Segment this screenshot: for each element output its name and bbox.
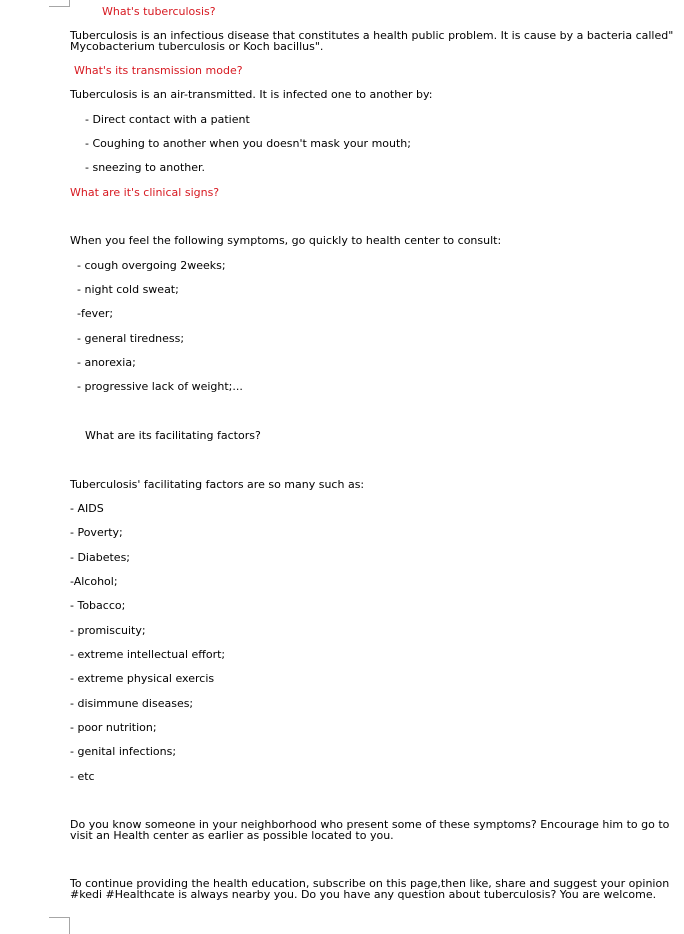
heading-clinical-signs: What are it's clinical signs? (70, 186, 220, 199)
paragraph-definition: Tuberculosis is an infectious disease that constitutes a health public problem. It is cause by a bacteria called" Mycobacterium tuberculosis or Koch bacillus". (70, 29, 674, 53)
transmission-item: - sneezing to another. (85, 161, 206, 174)
symptom-item: - anorexia; (77, 356, 136, 369)
transmission-item: - Coughing to another when you doesn't mask your mouth; (85, 137, 411, 150)
heading-facilitating-factors: What are its facilitating factors? (85, 429, 261, 442)
transmission-item: - Direct contact with a patient (85, 113, 250, 126)
factor-item: -Alcohol; (70, 575, 118, 588)
factor-item: - Tobacco; (70, 599, 126, 612)
crop-mark-top-left (49, 0, 70, 7)
crop-mark-bottom-left (49, 917, 70, 934)
symptom-item: -fever; (77, 307, 114, 320)
factor-item: - genital infections; (70, 745, 177, 758)
paragraph-symptoms: When you feel the following symptoms, go quickly to health center to consult: (70, 234, 502, 247)
factor-item: - AIDS (70, 502, 104, 515)
factor-item: - poor nutrition; (70, 721, 157, 734)
factor-item: - extreme intellectual effort; (70, 648, 226, 661)
paragraph-factors: Tuberculosis' facilitating factors are so many such as: (70, 478, 365, 491)
paragraph-subscribe: To continue providing the health education, subscribe on this page,then like, share and suggest your opinion #kedi #Healthcate is always nearby you. Do you have any question about tuberculosis? You are welcome. (70, 877, 670, 901)
paragraph-encourage: Do you know someone in your neighborhood who present some of these symptoms? Encourage him to go to visit an Health center as earlier as possible located to you. (70, 818, 670, 842)
heading-transmission-mode: What's its transmission mode? (74, 64, 243, 77)
symptom-item: - general tiredness; (77, 332, 185, 345)
factor-item: - disimmune diseases; (70, 697, 194, 710)
factor-item: - etc (70, 770, 95, 783)
symptom-item: - night cold sweat; (77, 283, 179, 296)
factor-item: - Poverty; (70, 526, 123, 539)
paragraph-transmission: Tuberculosis is an air-transmitted. It is infected one to another by: (70, 88, 433, 101)
symptom-item: - cough overgoing 2weeks; (77, 259, 226, 272)
factor-item: - promiscuity; (70, 624, 146, 637)
factor-item: - extreme physical exercis (70, 672, 215, 685)
heading-what-is-tuberculosis: What's tuberculosis? (102, 5, 216, 18)
symptom-item: - progressive lack of weight;... (77, 380, 243, 393)
factor-item: - Diabetes; (70, 551, 131, 564)
